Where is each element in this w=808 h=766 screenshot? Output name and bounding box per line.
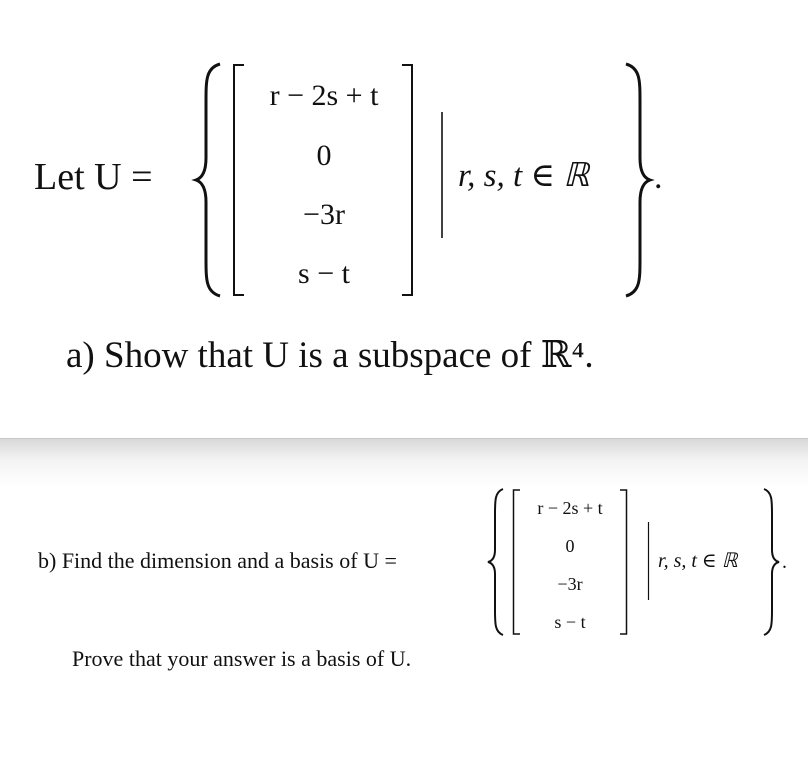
small-matrix-entry-2: 0 [565,536,575,556]
small-matrix-entry-1: r − 2s + t [537,498,603,518]
matrix-entry-4: s − t [298,257,350,290]
matrix-right-bracket-small [618,489,628,635]
set-period-small: . [782,551,787,573]
matrix-entry-2: 0 [316,139,332,172]
left-curly-brace-small [487,488,505,636]
part-a-question: a) Show that U is a subspace of ℝ⁴. [66,335,594,376]
matrix-entry-3: −3r [303,198,345,231]
right-curly-brace-small [762,488,780,636]
such-that-bar-small [647,522,650,600]
small-matrix-entry-4: s − t [554,612,586,632]
set-period: . [654,159,663,196]
left-curly-brace [194,62,224,298]
part-b-section [0,438,808,766]
set-definition-label: Let U = [34,156,153,198]
right-curly-brace [622,62,652,298]
matrix-left-bracket [232,64,246,296]
parameter-condition: r, s, t ∈ ℝ [458,158,590,194]
matrix-right-bracket [400,64,414,296]
prove-instruction: Prove that your answer is a basis of U. [72,646,412,671]
parameter-condition-small: r, s, t ∈ ℝ [658,550,738,572]
small-matrix-entry-3: −3r [557,574,583,594]
such-that-bar [440,112,444,238]
part-b-question: b) Find the dimension and a basis of U = [38,548,397,573]
matrix-entry-1: r − 2s + t [269,79,379,112]
